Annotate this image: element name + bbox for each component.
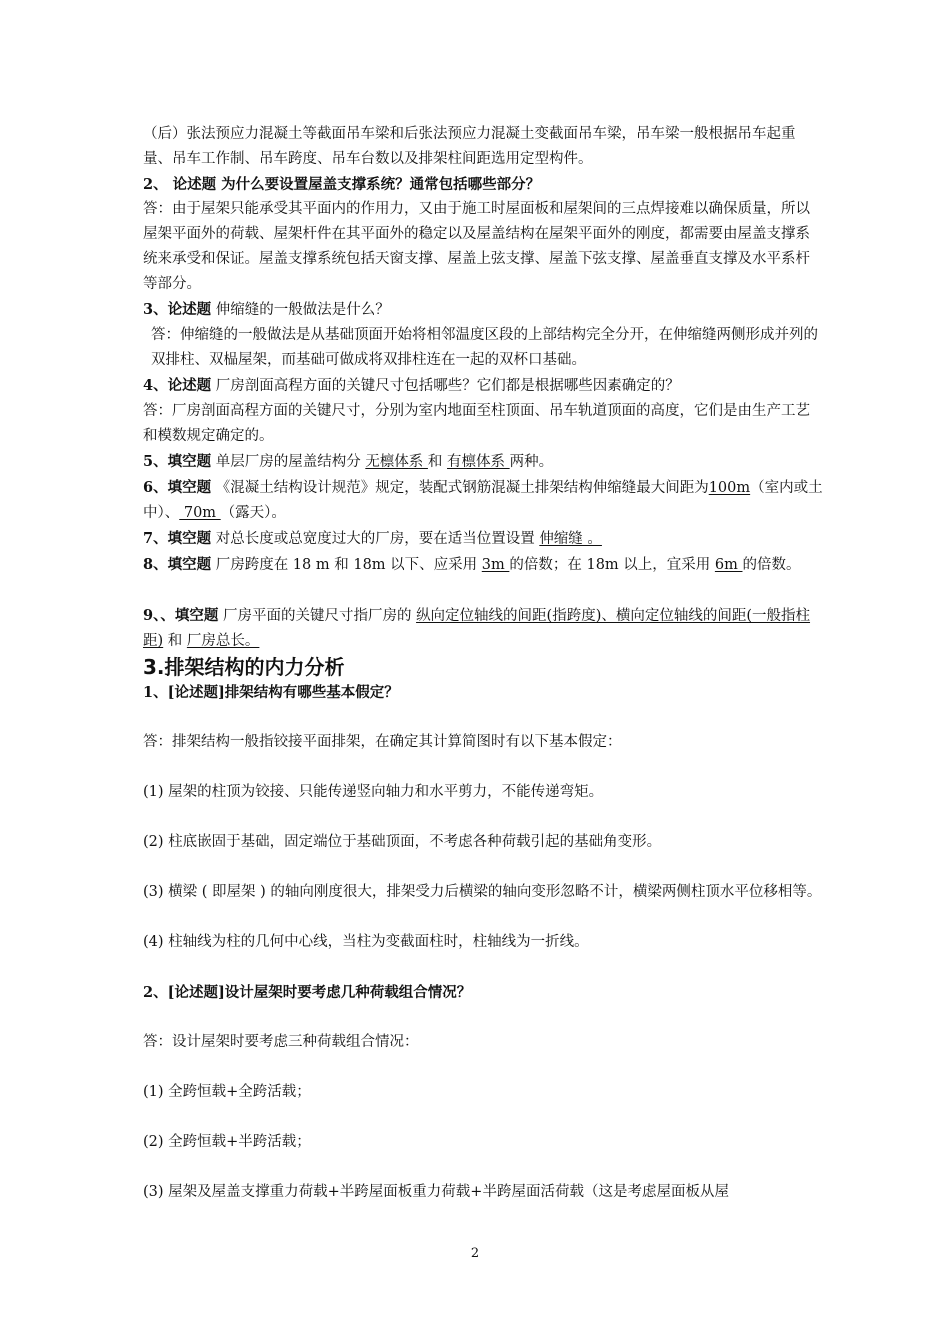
question-text: 厂房剖面高程方面的关键尺寸包括哪些？它们都是根据哪些因素确定的？	[211, 378, 680, 394]
fill-blank-line	[143, 475, 823, 526]
answer-blank: 6m	[714, 557, 743, 573]
question-text: 厂房跨度在 18 m 和 18m 以下、应采用	[211, 557, 482, 573]
question-number: 5、填空题	[143, 453, 212, 470]
question-number: 3、论述题	[143, 301, 212, 318]
question-text: 厂房平面的关键尺寸指厂房的	[218, 608, 417, 624]
question-text: 伸缩缝的一般做法是什么？	[211, 302, 390, 318]
answer-blank: 3m	[481, 557, 510, 573]
question-line	[143, 297, 823, 323]
spacer	[143, 1155, 823, 1180]
answer-blank: 纵向定位轴线的间距(指跨度)、横向定位轴线的间距(一般指柱距)	[143, 608, 811, 649]
question-text: 对总长度或总宽度过大的厂房，要在适当位置设置	[211, 531, 540, 547]
list-item: (3) 屋架及屋盖支撑重力荷载+半跨屋面板重力荷载+半跨屋面活荷载（这是考虑屋面板从屋	[143, 1184, 729, 1200]
question-heading: 2、[论述题]设计屋架时要考虑几种荷载组合情况？	[143, 984, 472, 1001]
fill-blank-line	[143, 449, 823, 475]
answer-paragraph: 答：设计屋架时要考虑三种荷载组合情况：	[143, 1034, 419, 1050]
list-item: (1) 全跨恒载+全跨活载；	[143, 1084, 311, 1100]
question-text: （室内或土中）、	[143, 480, 823, 521]
spacer	[143, 1105, 823, 1130]
question-text: 的倍数。	[742, 557, 801, 573]
fill-blank-line	[143, 526, 823, 552]
list-item: (2) 柱底嵌固于基础，固定端位于基础顶面，不考虑各种荷载引起的基础角变形。	[143, 834, 662, 850]
question-text: 的倍数；在 18m 以上，宜采用	[509, 557, 715, 573]
document-body	[143, 122, 823, 1205]
spacer	[143, 1055, 823, 1080]
answer-paragraph: 答：厂房剖面高程方面的关键尺寸，分别为室内地面至柱顶面、吊车轨道顶面的高度，它们是由生产工艺和模数规定确定的。	[143, 403, 810, 444]
question-number: 4、论述题	[143, 377, 212, 394]
spacer	[143, 805, 823, 830]
answer-paragraph: 答：伸缩缝的一般做法是从基础顶面开始将相邻温度区段的上部结构完全分开，在伸缩缝两侧形成并列的双排柱、双榀屋架，而基础可做成将双排柱连在一起的双杯口基础。	[151, 327, 818, 368]
question-text: 和	[427, 454, 448, 470]
question-text: （露天）。	[220, 505, 286, 521]
fill-blank-line	[143, 603, 823, 654]
question-text: 《混凝土结构设计规范》规定，装配式钢筋混凝土排架结构伸缩缝最大间距为	[211, 480, 709, 496]
question-heading: 2、 论述题 为什么要设置屋盖支撑系统？通常包括哪些部分？	[143, 176, 541, 193]
answer-blank: 有檩体系	[447, 454, 510, 470]
answer-paragraph: 答：排架结构一般指铰接平面排架，在确定其计算简图时有以下基本假定：	[143, 734, 622, 750]
spacer	[143, 578, 823, 603]
section-heading: 3.排架结构的内力分析	[143, 655, 345, 679]
question-number: 6、填空题	[143, 479, 212, 496]
answer-paragraph: 答：由于屋架只能承受其平面内的作用力，又由于施工时屋面板和屋架间的三点焊接难以确保质量，所以屋架平面外的荷载、屋架杆件在其平面外的稳定以及屋盖结构在屋架平面外的刚度，都需要由屋盖支撑系统来承受和保证。屋盖支撑系统包括天窗支撑、屋盖上弦支撑、屋盖下弦支撑、屋盖垂直支撑及水平系杆等部分。	[143, 201, 810, 292]
spacer	[143, 905, 823, 930]
spacer	[143, 705, 823, 730]
answer-blank: 伸缩缝 。	[539, 531, 602, 547]
answer-blank: 无檩体系	[365, 454, 428, 470]
answer-blank: 70m	[179, 505, 221, 521]
list-item: (3) 横梁 ( 即屋架 ) 的轴向刚度很大，排架受力后横梁的轴向变形忽略不计，横梁两侧柱顶水平位移相等。	[143, 884, 822, 900]
question-text: 两种。	[509, 454, 554, 470]
list-item: (2) 全跨恒载+半跨活载；	[143, 1134, 311, 1150]
answer-blank: 100m	[708, 480, 751, 496]
page-number: 2	[470, 1246, 480, 1261]
fill-blank-line	[143, 552, 823, 578]
spacer	[143, 955, 823, 980]
question-number: 8、填空题	[143, 556, 212, 573]
question-text: 单层厂房的屋盖结构分	[211, 454, 366, 470]
list-item: (4) 柱轴线为柱的几何中心线，当柱为变截面柱时，柱轴线为一折线。	[143, 934, 589, 950]
question-number: 9、、填空题	[143, 607, 219, 624]
paragraph: （后）张法预应力混凝土等截面吊车梁和后张法预应力混凝土变截面吊车梁，吊车梁一般根据吊车起重量、吊车工作制、吊车跨度、吊车台数以及排架柱间距选用定型构件。	[143, 126, 796, 167]
spacer	[143, 855, 823, 880]
spacer	[143, 1005, 823, 1030]
question-heading: 1、[论述题]排架结构有哪些基本假定？	[143, 684, 399, 701]
question-line	[143, 373, 823, 399]
question-text: 和	[163, 633, 187, 649]
spacer	[143, 755, 823, 780]
answer-blank: 厂房总长。	[186, 633, 260, 649]
question-number: 7、填空题	[143, 530, 212, 547]
list-item: (1) 屋架的柱顶为铰接、只能传递竖向轴力和水平剪力，不能传递弯矩。	[143, 784, 604, 800]
